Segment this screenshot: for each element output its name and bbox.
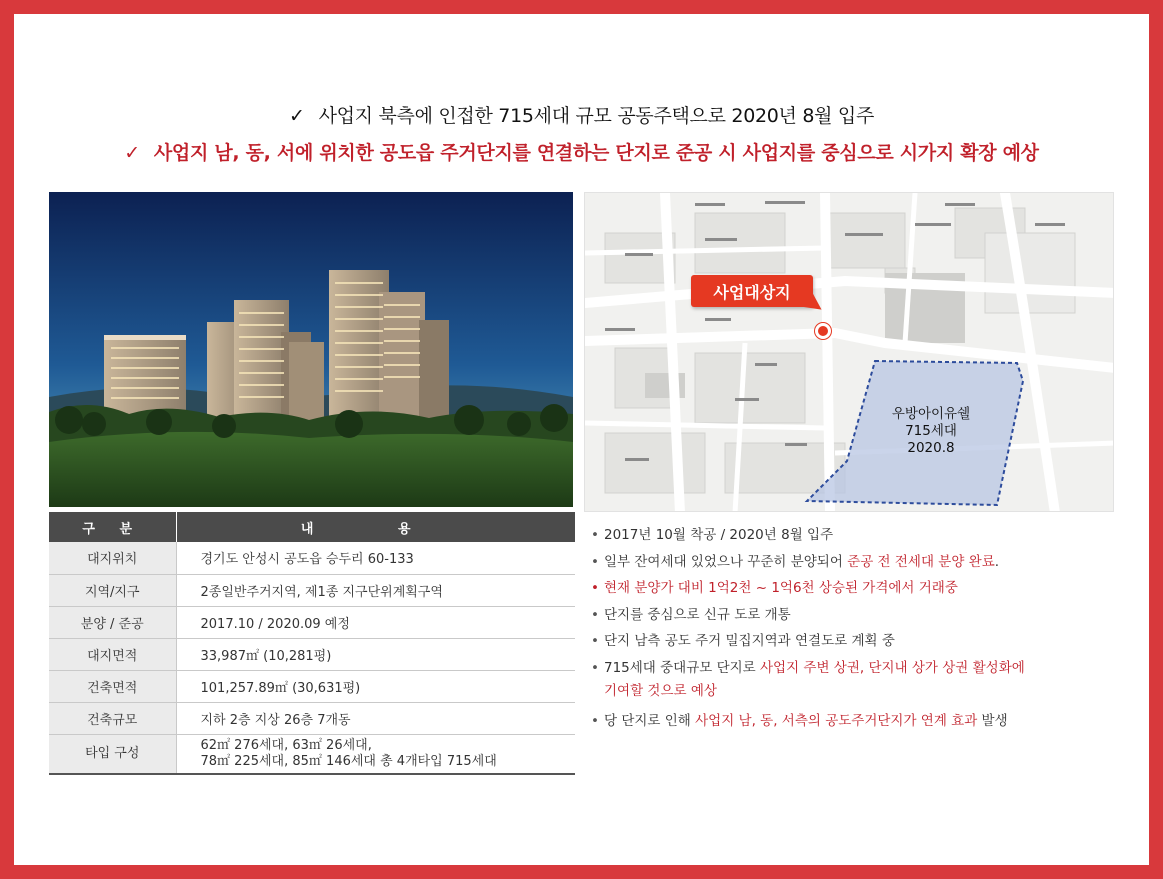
complex-label — [871, 406, 991, 457]
complex-date: 2020.8 — [907, 440, 955, 456]
list-item — [591, 579, 1111, 598]
row-value: 101,257.89㎡ (30,631평) — [176, 670, 575, 702]
check-icon: ✓ — [288, 105, 305, 127]
table-row — [49, 734, 575, 774]
list-item-text: . — [994, 553, 1000, 570]
row-label: 건축면적 — [49, 670, 176, 702]
list-item-text: 715세대 중대규모 단지로 — [604, 659, 761, 676]
list-item — [591, 606, 1111, 625]
list-item — [591, 712, 1111, 731]
row-value-line: 78㎡ 225세대, 85㎡ 146세대 총 4개타입 715세대 — [200, 753, 497, 769]
headline-1 — [0, 101, 1163, 128]
notes-list — [591, 526, 1111, 739]
table-row — [49, 574, 575, 606]
table-header-row — [49, 512, 575, 542]
table-header: 구 분 — [49, 512, 176, 542]
list-item-text: 일부 잔여세대 있었으나 꾸준히 분양되어 — [604, 553, 848, 570]
check-icon: ✓ — [124, 142, 140, 164]
list-item-highlight: 사업지 남, 동, 서측의 공도주거단지가 연계 효과 — [695, 713, 978, 729]
apartment-rendering-image — [49, 192, 573, 507]
complex-name: 우방아이유쉘 — [891, 406, 971, 422]
list-item-text: 단지를 중심으로 신규 도로 개통 — [604, 606, 791, 623]
location-map — [584, 192, 1114, 512]
list-item-text: 단지 남측 공도 주거 밀집지역과 연결도로 계획 중 — [604, 633, 895, 649]
table-row — [49, 606, 575, 638]
headline-2-text: 사업지 남, 동, 서에 위치한 공도읍 주거단지를 연결하는 단지로 준공 시 사업지를 중심으로 시가지 확장 예상 — [153, 142, 1039, 164]
table-header: 내 용 — [176, 512, 575, 542]
list-item-text: 발생 — [977, 713, 1008, 729]
site-marker-icon — [815, 323, 831, 339]
headline-2 — [0, 138, 1163, 165]
table-row — [49, 702, 575, 734]
row-value: 경기도 안성시 공도읍 승두리 60-133 — [176, 542, 575, 574]
list-item-highlight: 준공 전 전세대 분양 완료 — [847, 553, 995, 570]
list-item-text: 2017년 10월 착공 / 2020년 8월 입주 — [604, 527, 834, 543]
row-value: 2종일반주거지역, 제1종 지구단위계획구역 — [176, 574, 575, 606]
row-value: 2017.10 / 2020.09 예정 — [176, 606, 575, 638]
list-item-text: 당 단지로 인해 — [604, 713, 696, 729]
overview-table — [49, 512, 575, 775]
row-label: 대지면적 — [49, 638, 176, 670]
site-callout: 사업대상지 — [691, 275, 813, 307]
row-value: 33,987㎡ (10,281평) — [176, 638, 575, 670]
row-label: 지역/지구 — [49, 574, 176, 606]
list-item — [591, 632, 1111, 651]
list-item — [591, 659, 1111, 705]
table-row — [49, 670, 575, 702]
list-item-highlight: 사업지 주변 상권, 단지내 상가 상권 활성화에 — [760, 659, 1025, 676]
row-label: 분양 / 준공 — [49, 606, 176, 638]
row-label: 대지위치 — [49, 542, 176, 574]
list-item — [591, 526, 1111, 545]
list-item — [591, 553, 1111, 572]
list-item-highlight: 기여할 것으로 예상 — [604, 682, 717, 699]
list-item-highlight: 현재 분양가 대비 1억2천 ~ 1억6천 상승된 가격에서 거래중 — [604, 580, 958, 596]
headline-1-text: 사업지 북측에 인접한 715세대 규모 공동주택으로 2020년 8월 입주 — [318, 105, 875, 127]
complex-units: 715세대 — [905, 423, 957, 439]
row-value-line: 62㎡ 276세대, 63㎡ 26세대, — [200, 737, 372, 753]
table-row — [49, 542, 575, 574]
row-value — [176, 734, 575, 774]
row-label: 타입 구성 — [49, 734, 176, 774]
row-label: 건축규모 — [49, 702, 176, 734]
row-value: 지하 2층 지상 26층 7개동 — [176, 702, 575, 734]
table-row — [49, 638, 575, 670]
